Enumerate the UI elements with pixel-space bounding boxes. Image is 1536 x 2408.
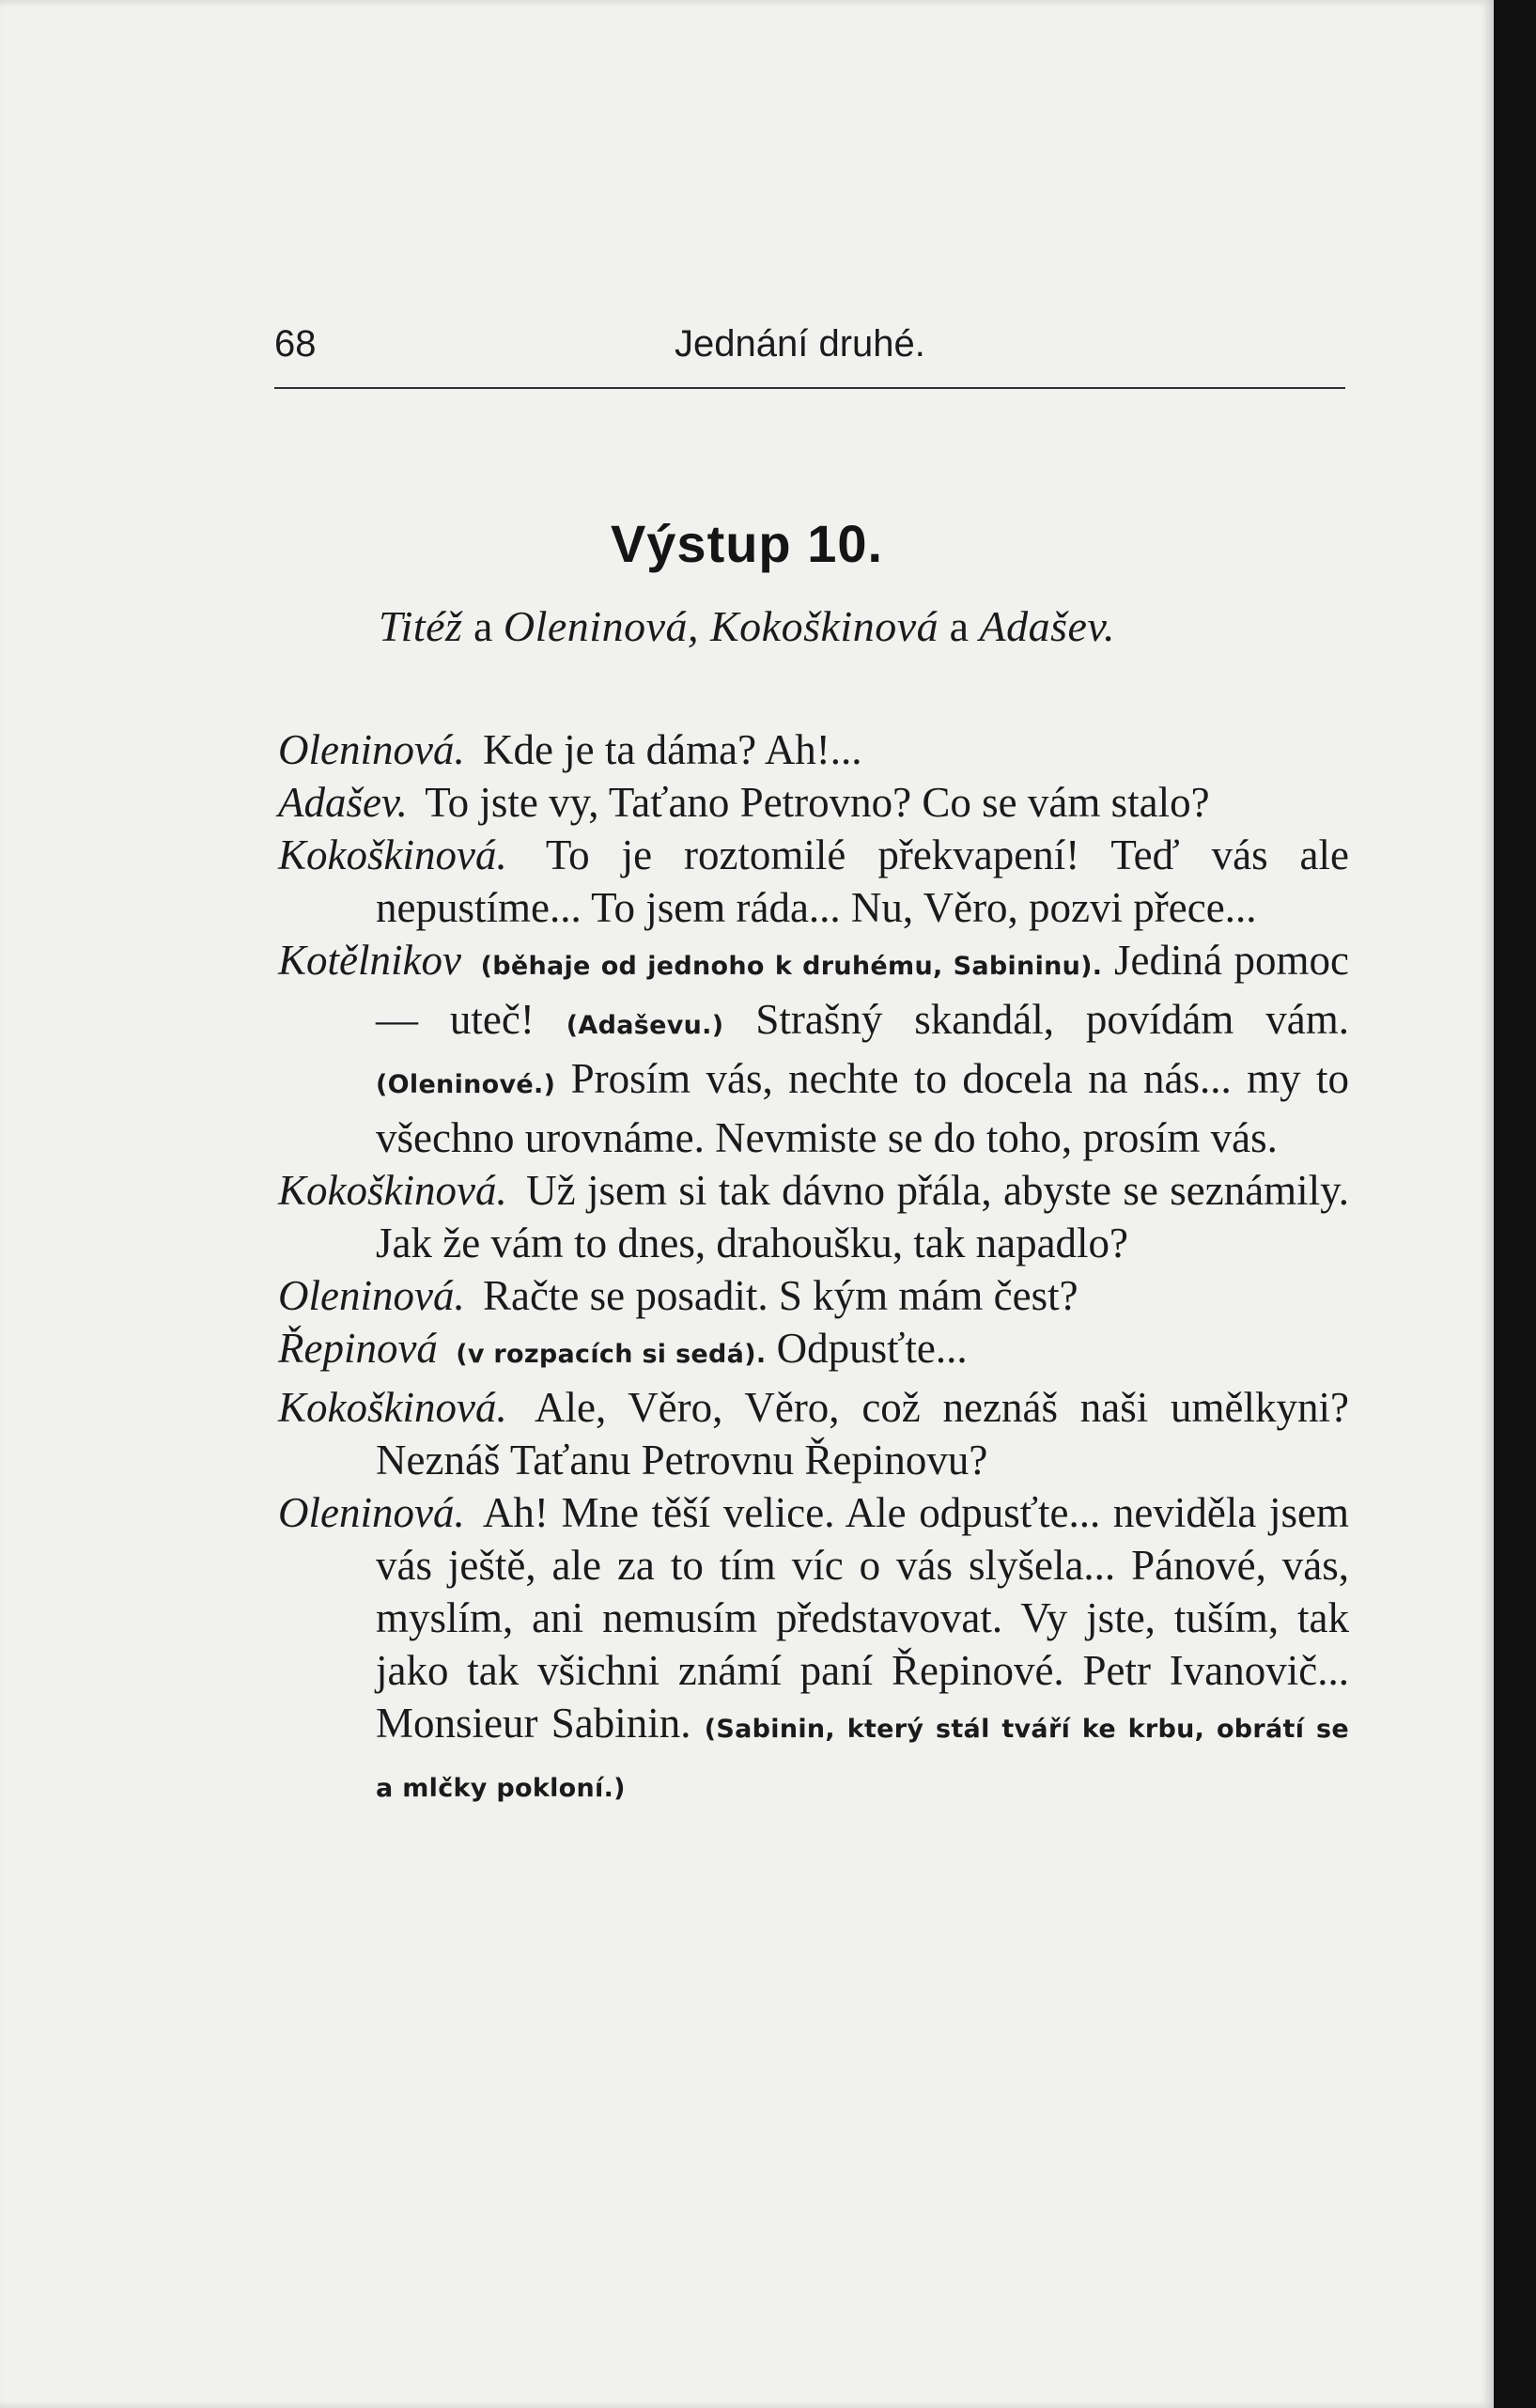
speech <box>278 829 1349 934</box>
speech-text: Už jsem si tak dávno přála, abyste se seznámily. Jak že vám to dnes, drahoušku, tak napadlo? <box>376 1167 1349 1266</box>
speaker-name: Kotělnikov <box>278 937 461 984</box>
cast-names: Oleninová, Kokoškinová <box>503 602 939 650</box>
speaker-name: Kokoškinová. <box>278 831 507 878</box>
stage-direction: (běhaje od jednoho k druhému, Sabininu). <box>480 952 1103 981</box>
speech-text: Strašný skandál, povídám vám. <box>755 996 1350 1043</box>
cast-prefix: Titéž <box>379 602 463 650</box>
cast-last: Adašev. <box>979 602 1115 650</box>
speech <box>278 1164 1349 1269</box>
speech-text: Kde je ta dáma? Ah!... <box>482 726 862 773</box>
cast-conjunction: a <box>473 602 493 650</box>
speech-text: Ah! Mne těší velice. Ale odpusťte... neviděla jsem vás ještě, ale za to tím víc o vás slyšela... Pánové, vás, myslím, ani nemusím představovat. Vy jste, tuším, tak jako tak všichni známí paní Řepinové. Petr Ivanovič... Monsieur Sabinin. <box>376 1489 1349 1747</box>
page-number: 68 <box>274 323 317 365</box>
speech <box>278 723 1349 776</box>
speech-text: To je roztomilé překvapení! Teď vás ale nepustíme... To jsem ráda... Nu, Věro, pozvi přece... <box>376 831 1350 931</box>
speech-text: Jediná pomoc — uteč! <box>376 937 1350 1043</box>
stage-direction: (v rozpacích si sedá). <box>456 1340 767 1369</box>
speech <box>278 1381 1349 1486</box>
scan-right-border <box>1494 0 1536 2408</box>
speech-text: To jste vy, Taťano Petrovno? Co se vám stalo? <box>425 779 1210 826</box>
speaker-name: Oleninová. <box>278 726 465 773</box>
speaker-name: Kokoškinová. <box>278 1167 507 1214</box>
cast-list <box>0 601 1494 651</box>
dialogue <box>278 723 1349 1815</box>
cast-conjunction: a <box>949 602 970 650</box>
running-head <box>274 323 1345 376</box>
speaker-name: Řepinová <box>278 1325 438 1372</box>
stage-direction: (Adaševu.) <box>566 1011 724 1040</box>
speaker-name: Oleninová. <box>278 1489 465 1536</box>
speaker-name: Kokoškinová. <box>278 1384 507 1431</box>
running-title: Jednání druhé. <box>675 323 925 365</box>
speech <box>278 776 1349 829</box>
speech-text: Ale, Věro, Věro, což neznáš naši umělkyni? Neznáš Taťanu Petrovnu Řepinovu? <box>376 1384 1349 1484</box>
speech <box>278 1322 1349 1381</box>
scene-title: Výstup 10. <box>610 514 884 573</box>
stage-direction: (Sabinin, který stál tváří ke krbu, obrátí se a mlčky pokloní.) <box>376 1715 1349 1803</box>
speech-text: Odpusťte... <box>776 1325 968 1372</box>
speech-text: Prosím vás, nechte to docela na nás... my to všechno urovnáme. Nevmiste se do toho, prosím vás. <box>376 1055 1350 1161</box>
speech <box>278 1486 1349 1815</box>
speech <box>278 934 1349 1164</box>
speaker-name: Adašev. <box>278 779 408 826</box>
header-rule <box>274 387 1345 389</box>
speech-text: Račte se posadit. S kým mám čest? <box>482 1272 1078 1319</box>
stage-direction: (Oleninové.) <box>376 1070 556 1099</box>
speaker-name: Oleninová. <box>278 1272 465 1319</box>
speech <box>278 1269 1349 1322</box>
